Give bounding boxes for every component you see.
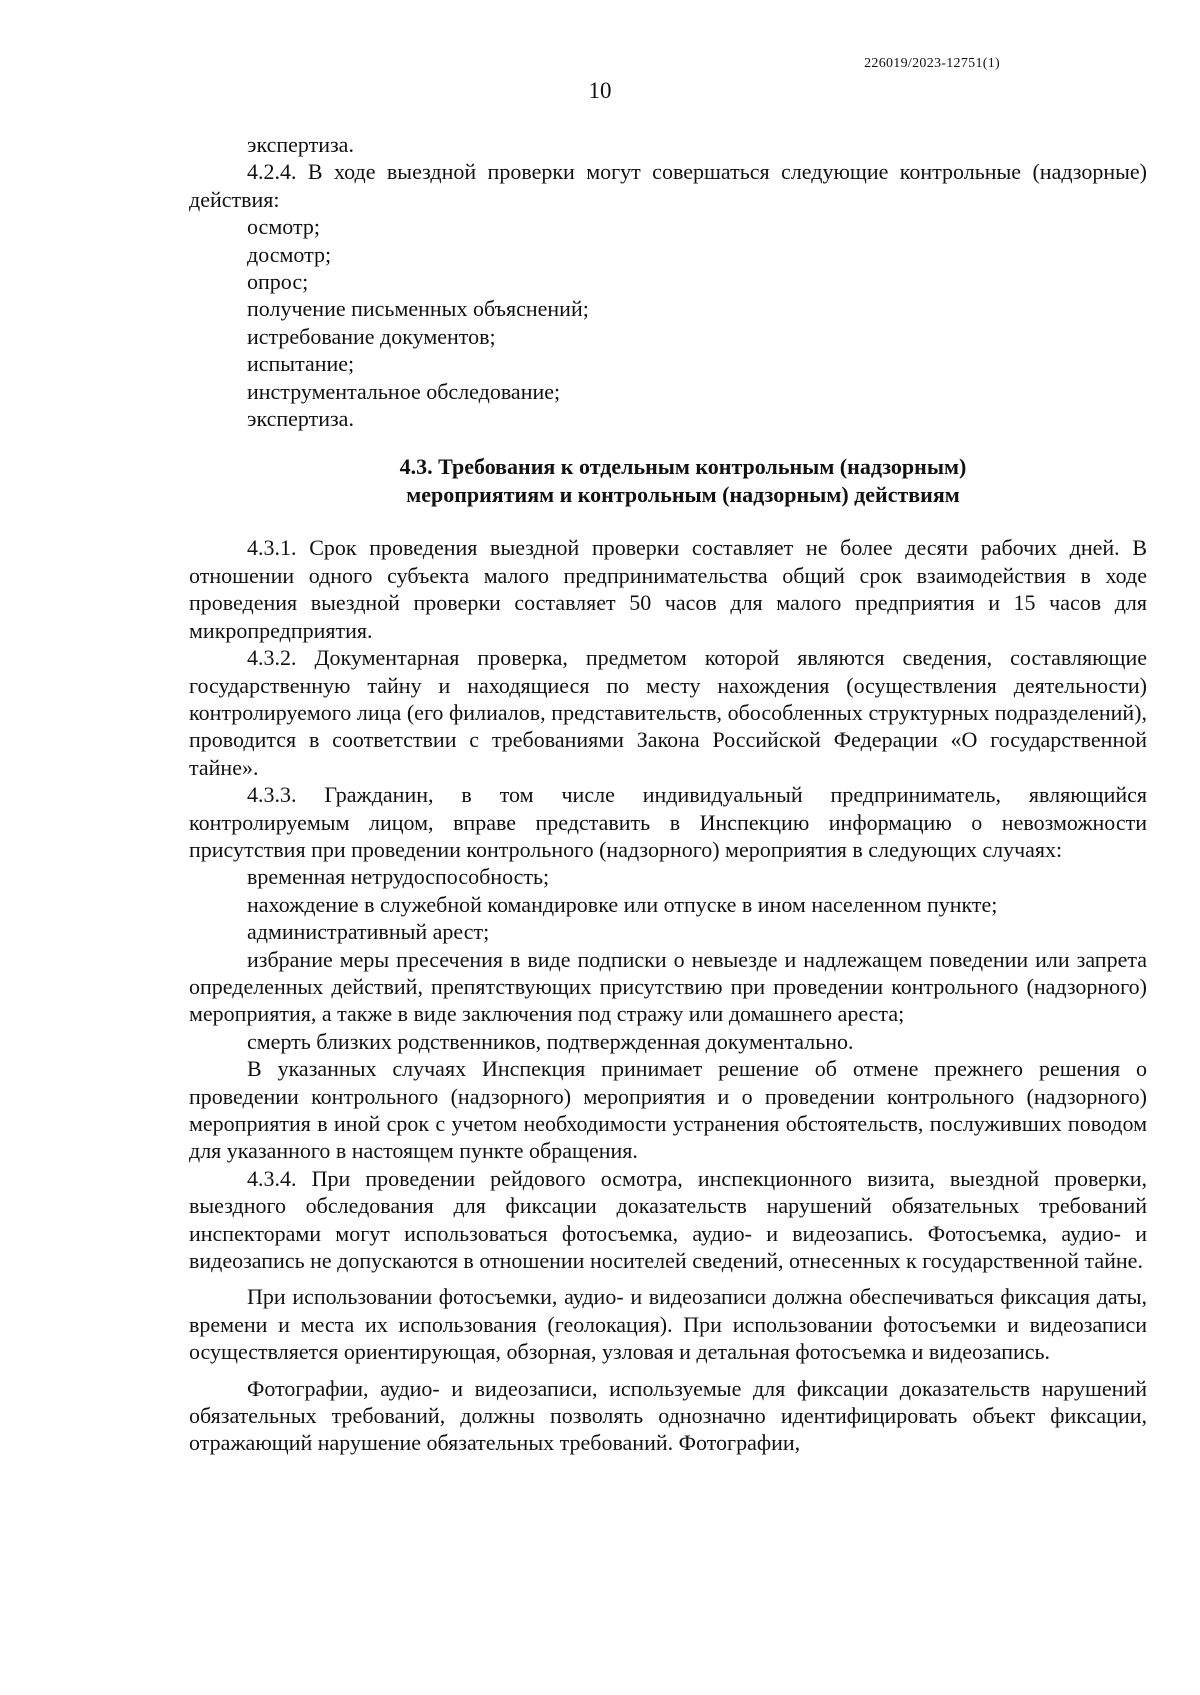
section-heading-line: 4.3. Требования к отдельным контрольным (надзорным) (399, 454, 967, 480)
actions-list (189, 213, 1147, 432)
paragraph-4-3-4: 4.3.4. При проведении рейдового осмотра, инспекционного визита, выездной проверки, выездного обследования для фиксации доказательств нарушений обязательных требований инспекторами могут использоваться фотосъемка, аудио- и видеозапись. Фотосъемка, аудио- и видеозапись не допускаются в отношении носителей сведений, отнесенных к государственной тайне. (189, 1165, 1147, 1274)
page-number: 10 (588, 78, 612, 103)
list-item: временная нетрудоспособность; (247, 864, 550, 890)
paragraph-4-3-3: 4.3.3. Гражданин, в том числе индивидуальный предприниматель, являющийся контролируемым лицом, вправе представить в Инспекцию информацию о невозможности присутствия при проведении контрольного (надзорного) мероприятия в следующих случаях: (189, 782, 1147, 862)
section-heading (189, 453, 1147, 509)
list-item: досмотр; (247, 241, 332, 267)
document-number: 226019/2023-12751(1) (864, 56, 1000, 71)
list-item: нахождение в служебной командировке или отпуске в ином населенном пункте; (247, 891, 998, 917)
list-item: смерть близких родственников, подтвержденная документально. (247, 1028, 854, 1054)
cases-list (189, 863, 1147, 1055)
paragraph-photo-fixation: При использовании фотосъемки, аудио- и видеозаписи должна обеспечиваться фиксация даты, времени и места их использования (геолокация). При использовании фотосъемки и видеозаписи осуществляется ориентирующая, обзорная, узловая и детальная фотосъемка и видеозапись. (189, 1284, 1147, 1365)
list-item: административный арест; (247, 919, 490, 945)
paragraph-4-3-2: 4.3.2. Документарная проверка, предметом которой являются сведения, составляющие государственную тайну и находящиеся по месту нахождения (осуществления деятельности) контролируемого лица (его филиалов, представительств, обособленных структурных подразделений), проводится в соответствии с требованиями Закона Российской Федерации «О государственной тайне». (189, 645, 1147, 780)
paragraph-continuation: экспертиза. (247, 132, 354, 157)
section-heading-line: мероприятиям и контрольным (надзорным) действиям (406, 482, 960, 508)
paragraph-4-3-1: 4.3.1. Срок проведения выездной проверки составляет не более десяти рабочих дней. В отношении одного субъекта малого предпринимательства общий срок взаимодействия в ходе проведения выездной проверки составляет 50 часов для малого предприятия и 15 часов для микропредприятия. (189, 535, 1147, 643)
list-item: опрос; (247, 269, 309, 295)
document-body (189, 131, 1147, 1457)
list-item: получение письменных объяснений; (247, 296, 589, 322)
list-item: испытание; (247, 351, 355, 377)
paragraph-photos: Фотографии, аудио- и видеозаписи, используемые для фиксации доказательств нарушений обязательных требований, должны позволять однозначно идентифицировать объект фиксации, отражающий нарушение обязательных требований. Фотографии, (189, 1375, 1147, 1456)
paragraph-4-2-4: 4.2.4. В ходе выездной проверки могут совершаться следующие контрольные (надзорные) действия: (189, 159, 1147, 212)
list-item: осмотр; (247, 214, 320, 240)
list-item: избрание меры пресечения в виде подписки о невыезде и надлежащем поведении или запрета определенных действий, препятствующих присутствию при проведении контрольного (надзорного) мероприятия, а также в виде заключения под стражу или домашнего ареста; (189, 946, 1147, 1027)
list-item: экспертиза. (247, 406, 354, 432)
list-item: истребование документов; (247, 323, 496, 349)
paragraph-cases-decision: В указанных случаях Инспекция принимает решение об отмене прежнего решения о проведении контрольного (надзорного) мероприятия и о проведении контрольного (надзорного) мероприятия в иной срок с учетом необходимости устранения обстоятельств, послуживших поводом для указанного в настоящем пункте обращения. (189, 1056, 1147, 1164)
list-item: инструментальное обследование; (247, 378, 561, 404)
